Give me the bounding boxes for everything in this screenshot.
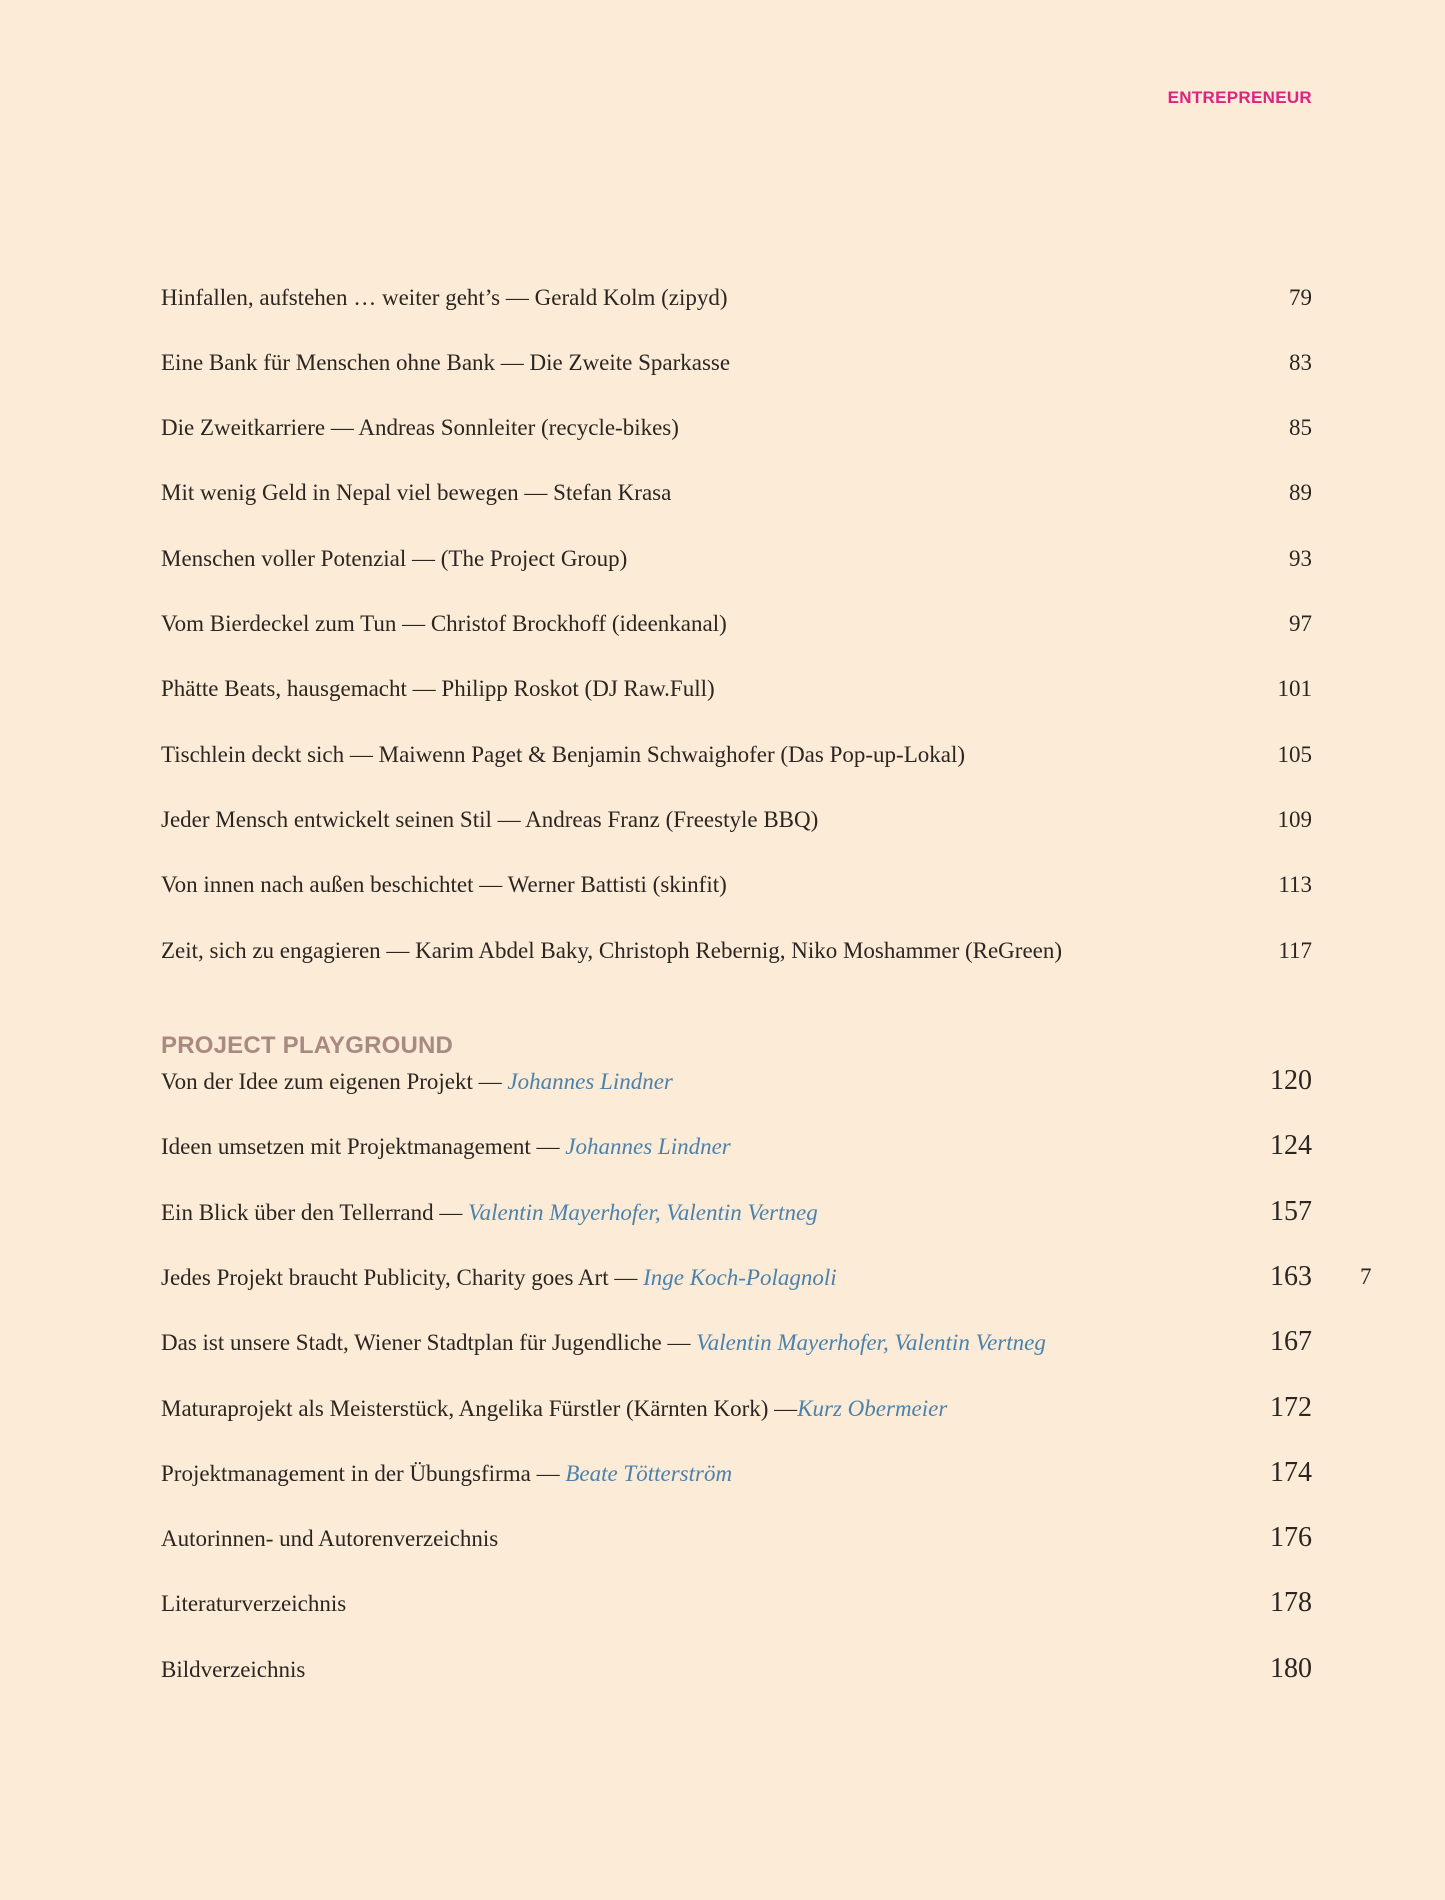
toc-entry-author: Valentin Mayerhofer, Valentin Vertneg bbox=[696, 1330, 1046, 1355]
toc-entry-title bbox=[161, 1586, 346, 1622]
toc-entry-title-text: Projektmanagement in der Übungsfirma — bbox=[161, 1461, 566, 1486]
toc-entry-author: Johannes Lindner bbox=[507, 1069, 673, 1094]
toc-entry-title: Phätte Beats, hausgemacht — Philipp Roskot (DJ Raw.Full) bbox=[161, 676, 715, 701]
toc-entry[interactable] bbox=[161, 280, 1312, 316]
toc-entry-page: 178 bbox=[1270, 1587, 1312, 1618]
toc-entry-title: Menschen voller Potenzial — (The Project Group) bbox=[161, 546, 628, 571]
toc-entry-page: 93 bbox=[1289, 546, 1312, 571]
toc-entry[interactable] bbox=[161, 671, 1312, 707]
toc-entry[interactable] bbox=[161, 1324, 1312, 1360]
toc-entry-title: Tischlein deckt sich — Maiwenn Paget & Benjamin Schwaighofer (Das Pop-up-Lokal) bbox=[161, 742, 966, 767]
toc-entry[interactable] bbox=[161, 1063, 1312, 1099]
toc-entry-title: Vom Bierdeckel zum Tun — Christof Brockhoff (ideenkanal) bbox=[161, 611, 727, 636]
toc-entry[interactable] bbox=[161, 737, 1312, 773]
toc-entry-title-text: Das ist unsere Stadt, Wiener Stadtplan für Jugendliche — bbox=[161, 1330, 697, 1355]
toc-entry-title-text: Ideen umsetzen mit Projektmanagement — bbox=[161, 1134, 566, 1159]
toc-entry-title bbox=[161, 1521, 498, 1557]
toc-entry-title bbox=[161, 1456, 732, 1492]
toc-entry-author: Valentin Mayerhofer, Valentin Vertneg bbox=[468, 1200, 818, 1225]
toc-entry[interactable] bbox=[161, 1585, 1312, 1621]
toc-entry-page: 176 bbox=[1270, 1522, 1312, 1553]
toc-entry-title bbox=[161, 1129, 731, 1165]
toc-entry-page: 85 bbox=[1289, 415, 1312, 440]
toc-entry-title bbox=[161, 1391, 947, 1427]
toc-entry[interactable] bbox=[161, 410, 1312, 446]
toc-entry-page: 180 bbox=[1270, 1653, 1312, 1684]
toc-entry[interactable] bbox=[161, 345, 1312, 381]
toc-entry[interactable] bbox=[161, 1259, 1312, 1295]
toc-entry[interactable] bbox=[161, 1390, 1312, 1426]
toc-entry-page: 167 bbox=[1270, 1326, 1312, 1357]
toc-entry[interactable] bbox=[161, 606, 1312, 642]
toc-entry-title bbox=[161, 1195, 818, 1231]
toc-entry-page: 117 bbox=[1278, 938, 1312, 963]
toc-entry-page: 109 bbox=[1277, 807, 1312, 832]
toc-entry-author: Beate Tötterström bbox=[565, 1461, 733, 1486]
toc-entry-page: 105 bbox=[1277, 742, 1312, 767]
toc-entry[interactable] bbox=[161, 1128, 1312, 1164]
toc-entry[interactable] bbox=[161, 1194, 1312, 1230]
toc-entry-title: Zeit, sich zu engagieren — Karim Abdel Baky, Christoph Rebernig, Niko Moshammer (ReGreen) bbox=[161, 938, 1063, 963]
toc-entry-title: Hinfallen, aufstehen … weiter geht’s — Gerald Kolm (zipyd) bbox=[161, 285, 728, 310]
page-number: 7 bbox=[1360, 1264, 1372, 1289]
toc-entry-page: 101 bbox=[1277, 676, 1312, 701]
toc-entry-title: Jeder Mensch entwickelt seinen Stil — Andreas Franz (Freestyle BBQ) bbox=[161, 807, 819, 832]
toc-entry[interactable] bbox=[161, 475, 1312, 511]
toc-entry-title bbox=[161, 1652, 305, 1688]
toc-entry-title bbox=[161, 1064, 673, 1100]
toc-entry-page: 124 bbox=[1270, 1130, 1312, 1161]
toc-entry[interactable] bbox=[161, 1520, 1312, 1556]
toc-entry-page: 79 bbox=[1289, 285, 1312, 310]
toc-entry[interactable] bbox=[161, 1455, 1312, 1491]
toc-entry-author: Inge Koch-Polagnoli bbox=[643, 1265, 837, 1290]
toc-entry-page: 172 bbox=[1270, 1392, 1312, 1423]
toc-entry-page: 113 bbox=[1278, 872, 1312, 897]
toc-entry-title-text: Literaturverzeichnis bbox=[161, 1591, 347, 1616]
toc-entry-page: 97 bbox=[1289, 611, 1312, 636]
toc-entry-title: Eine Bank für Menschen ohne Bank — Die Zweite Sparkasse bbox=[161, 350, 731, 375]
toc-entry-page: 120 bbox=[1270, 1065, 1312, 1096]
toc-entry-title bbox=[161, 1325, 1046, 1361]
toc-entry-page: 89 bbox=[1289, 480, 1312, 505]
toc-entry[interactable] bbox=[161, 802, 1312, 838]
toc-entry-page: 157 bbox=[1270, 1196, 1312, 1227]
toc-entry[interactable] bbox=[161, 1651, 1312, 1687]
toc-entry-title: Die Zweitkarriere — Andreas Sonnleiter (recycle-bikes) bbox=[161, 415, 679, 440]
toc-entry-page: 163 bbox=[1270, 1261, 1312, 1292]
section-heading-project-playground: PROJECT PLAYGROUND bbox=[161, 1032, 454, 1059]
toc-entry-title: Von innen nach außen beschichtet — Werner Battisti (skinfit) bbox=[161, 872, 727, 897]
toc-entry-author: Johannes Lindner bbox=[565, 1134, 731, 1159]
toc-entry[interactable] bbox=[161, 933, 1312, 969]
toc-entry-title-text: Ein Blick über den Tellerrand — bbox=[161, 1200, 469, 1225]
toc-entry[interactable] bbox=[161, 541, 1312, 577]
toc-entry-title-text: Jedes Projekt braucht Publicity, Charity goes Art — bbox=[161, 1265, 644, 1290]
toc-entry-author: Kurz Obermeier bbox=[797, 1396, 948, 1421]
toc-entry-title bbox=[161, 1260, 837, 1296]
toc-entry-title-text: Maturaprojekt als Meisterstück, Angelika Fürstler (Kärnten Kork) — bbox=[161, 1396, 798, 1421]
toc-entry-title-text: Von der Idee zum eigenen Projekt — bbox=[161, 1069, 508, 1094]
toc-entry[interactable] bbox=[161, 867, 1312, 903]
toc-entry-title-text: Bildverzeichnis bbox=[161, 1657, 306, 1682]
toc-entry-page: 83 bbox=[1289, 350, 1312, 375]
toc-entry-page: 174 bbox=[1270, 1457, 1312, 1488]
section-header: ENTREPRENEUR bbox=[1167, 88, 1312, 107]
toc-entry-title-text: Autorinnen- und Autorenverzeichnis bbox=[161, 1526, 499, 1551]
toc-entry-title: Mit wenig Geld in Nepal viel bewegen — Stefan Krasa bbox=[161, 480, 672, 505]
